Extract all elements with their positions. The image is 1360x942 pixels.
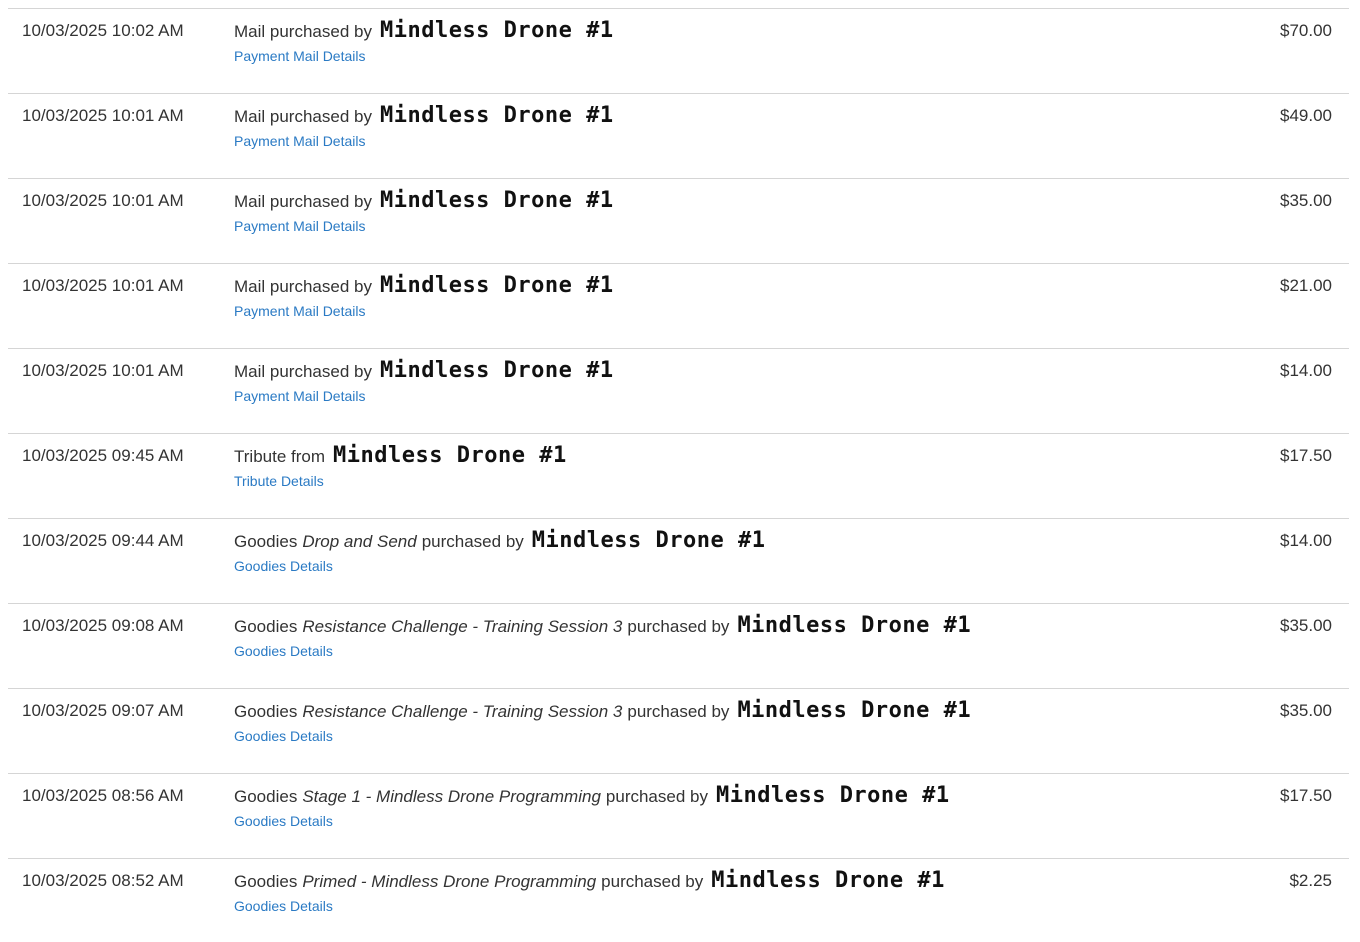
transaction-row xyxy=(8,859,1349,939)
payment-mail-details-link[interactable]: Payment Mail Details xyxy=(234,48,366,64)
payment-mail-details-link[interactable]: Payment Mail Details xyxy=(234,303,366,319)
transaction-description xyxy=(234,187,1129,236)
transaction-description xyxy=(234,697,1129,746)
description-suffix: purchased by xyxy=(605,787,708,806)
buyer-name: Mindless Drone #1 xyxy=(379,103,614,128)
buyer-name: Mindless Drone #1 xyxy=(531,528,766,553)
transaction-date: 10/03/2025 08:52 AM xyxy=(22,871,184,890)
buyer-name: Mindless Drone #1 xyxy=(737,698,972,723)
transaction-date: 10/03/2025 09:45 AM xyxy=(22,446,184,465)
transaction-description xyxy=(234,782,1129,831)
transaction-amount: $35.00 xyxy=(1280,616,1332,635)
transaction-row xyxy=(8,519,1349,604)
buyer-name: Mindless Drone #1 xyxy=(379,273,614,298)
description-prefix: Mail purchased by xyxy=(234,362,372,381)
buyer-name: Mindless Drone #1 xyxy=(379,18,614,43)
transaction-amount: $14.00 xyxy=(1280,531,1332,550)
goodies-details-link[interactable]: Goodies Details xyxy=(234,898,333,914)
buyer-name: Mindless Drone #1 xyxy=(715,783,950,808)
transaction-row xyxy=(8,264,1349,349)
description-prefix: Goodies xyxy=(234,532,298,551)
transaction-description xyxy=(234,272,1129,321)
transaction-list xyxy=(8,8,1349,939)
buyer-name: Mindless Drone #1 xyxy=(711,868,945,893)
payment-mail-details-link[interactable]: Payment Mail Details xyxy=(234,388,366,404)
payment-mail-details-link[interactable]: Payment Mail Details xyxy=(234,133,366,149)
transaction-row xyxy=(8,774,1349,859)
transaction-description xyxy=(234,612,1129,661)
description-suffix: purchased by xyxy=(421,532,524,551)
transaction-row xyxy=(8,604,1349,689)
goodies-item-name: Stage 1 - Mindless Drone Programming xyxy=(302,787,601,806)
description-suffix: purchased by xyxy=(627,617,730,636)
transaction-description xyxy=(234,527,1129,576)
goodies-item-name: Resistance Challenge - Training Session 3 xyxy=(302,702,623,721)
buyer-name: Mindless Drone #1 xyxy=(737,613,972,638)
goodies-details-link[interactable]: Goodies Details xyxy=(234,558,333,574)
payment-mail-details-link[interactable]: Payment Mail Details xyxy=(234,218,366,234)
description-prefix: Mail purchased by xyxy=(234,277,372,296)
description-prefix: Goodies xyxy=(234,702,298,721)
transaction-date: 10/03/2025 09:07 AM xyxy=(22,701,184,720)
transaction-description xyxy=(234,17,1129,66)
transaction-row xyxy=(8,94,1349,179)
transaction-date: 10/03/2025 10:02 AM xyxy=(22,21,184,40)
description-prefix: Goodies xyxy=(234,617,298,636)
transaction-amount: $35.00 xyxy=(1280,191,1332,210)
description-prefix: Mail purchased by xyxy=(234,192,372,211)
transaction-description xyxy=(234,442,1129,491)
transaction-amount: $70.00 xyxy=(1280,21,1332,40)
description-prefix: Mail purchased by xyxy=(234,107,372,126)
goodies-item-name: Primed - Mindless Drone Programming xyxy=(302,872,597,891)
goodies-details-link[interactable]: Goodies Details xyxy=(234,813,333,829)
transaction-row xyxy=(8,689,1349,774)
goodies-details-link[interactable]: Goodies Details xyxy=(234,728,333,744)
transaction-date: 10/03/2025 10:01 AM xyxy=(22,361,184,380)
transaction-date: 10/03/2025 09:08 AM xyxy=(22,616,184,635)
transaction-row xyxy=(8,349,1349,434)
buyer-name: Mindless Drone #1 xyxy=(333,443,567,468)
description-prefix: Mail purchased by xyxy=(234,22,372,41)
description-prefix: Goodies xyxy=(234,872,298,891)
transaction-description xyxy=(234,867,1129,916)
transaction-date: 10/03/2025 08:56 AM xyxy=(22,786,184,805)
transaction-amount: $49.00 xyxy=(1280,106,1332,125)
transaction-date: 10/03/2025 10:01 AM xyxy=(22,191,184,210)
buyer-name: Mindless Drone #1 xyxy=(379,358,614,383)
goodies-item-name: Drop and Send xyxy=(302,532,417,551)
transaction-date: 10/03/2025 10:01 AM xyxy=(22,276,184,295)
goodies-details-link[interactable]: Goodies Details xyxy=(234,643,333,659)
transaction-amount: $17.50 xyxy=(1280,446,1332,465)
description-prefix: Tribute from xyxy=(234,447,326,466)
transaction-amount: $14.00 xyxy=(1280,361,1332,380)
transaction-row xyxy=(8,434,1349,519)
transaction-row xyxy=(8,9,1349,94)
description-suffix: purchased by xyxy=(627,702,730,721)
transaction-amount: $35.00 xyxy=(1280,701,1332,720)
transaction-description xyxy=(234,102,1129,151)
transaction-amount: $21.00 xyxy=(1280,276,1332,295)
goodies-item-name: Resistance Challenge - Training Session 3 xyxy=(302,617,623,636)
buyer-name: Mindless Drone #1 xyxy=(379,188,614,213)
description-suffix: purchased by xyxy=(601,872,704,891)
transaction-row xyxy=(8,179,1349,264)
transaction-date: 10/03/2025 10:01 AM xyxy=(22,106,184,125)
transaction-amount: $2.25 xyxy=(1289,871,1332,890)
transaction-amount: $17.50 xyxy=(1280,786,1332,805)
transaction-description xyxy=(234,357,1129,406)
description-prefix: Goodies xyxy=(234,787,298,806)
transaction-date: 10/03/2025 09:44 AM xyxy=(22,531,184,550)
tribute-details-link[interactable]: Tribute Details xyxy=(234,473,324,489)
